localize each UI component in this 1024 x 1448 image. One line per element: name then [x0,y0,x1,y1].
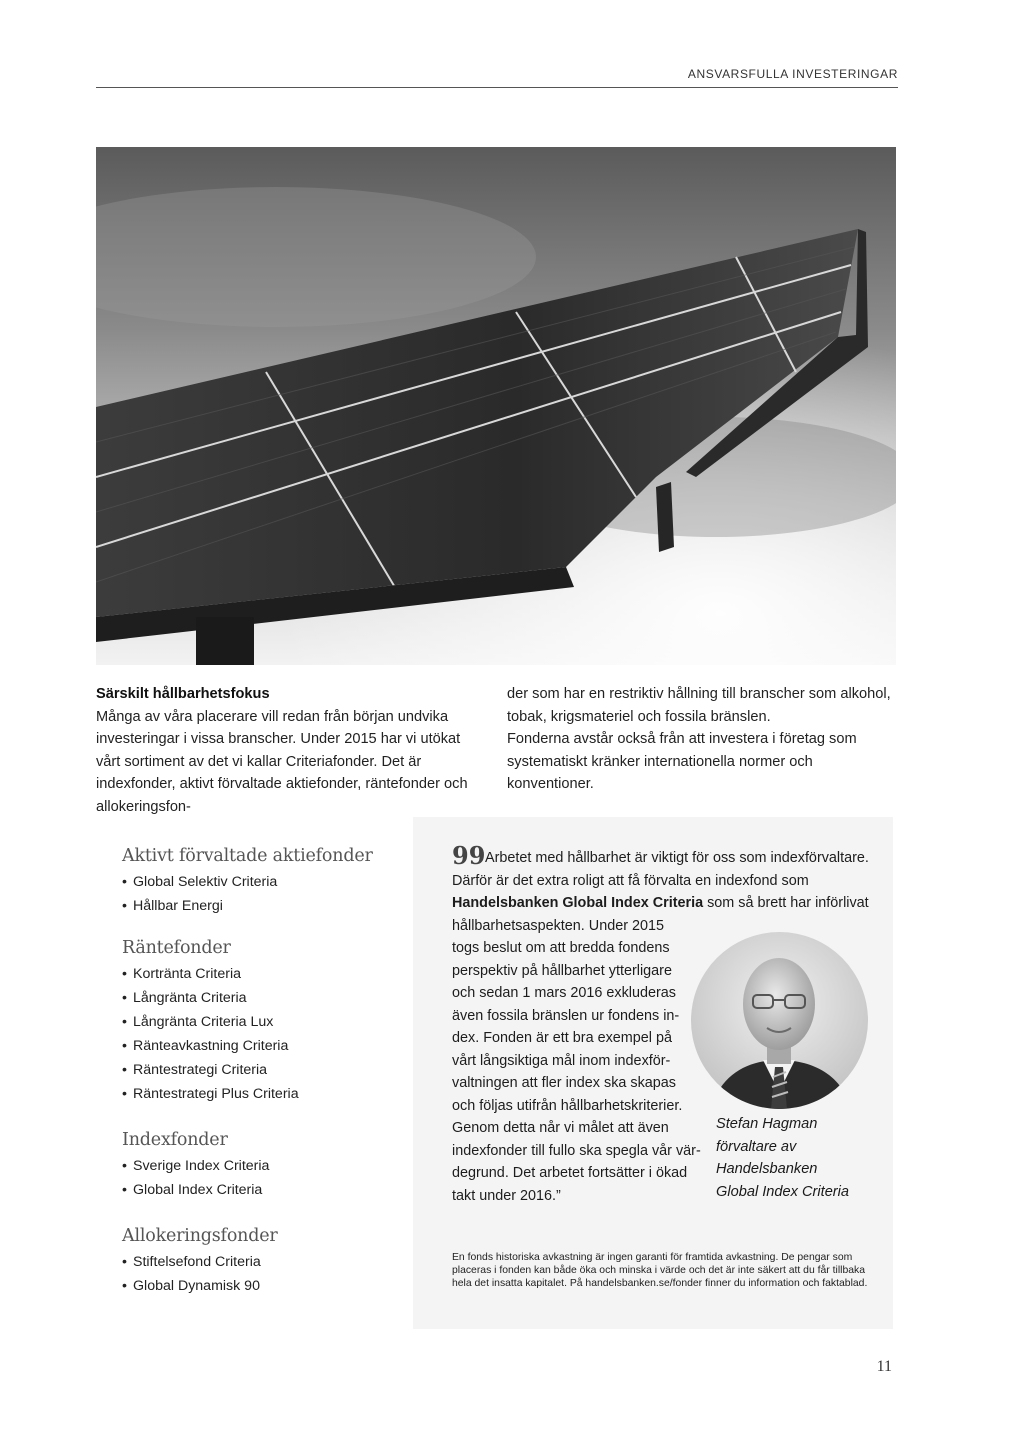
fund-name: Hållbar Energi [133,898,223,914]
fund-name: Räntestrategi Plus Criteria [133,1086,299,1102]
fund-list-item [122,894,392,918]
bullet-icon: • [122,898,127,914]
fund-name: Sverige Index Criteria [133,1158,270,1174]
quote-mark-icon: 99 [452,841,486,870]
bullet-icon: • [122,1014,127,1030]
fund-name: Ränteavkastning Criteria [133,1038,289,1054]
quote-fund-name: Handelsbanken Global Index Criteria [452,895,704,911]
fund-group-heading: Aktivt förvaltade aktiefonder [122,846,373,866]
quote-line: Genom detta når vi målet att även [452,1120,669,1136]
quote-line: degrund. Det arbetet fortsätter i ökad [452,1165,688,1181]
fund-list-item [122,986,392,1010]
fund-list-item [122,1250,392,1274]
intro-body-right-1: der som har en restriktiv hållning till branscher som alkohol, tobak, krigsmateriel och fossila bränslen. [507,686,891,725]
bullet-icon: • [122,1254,127,1270]
fund-name: Kortränta Criteria [133,966,242,982]
disclaimer-text: En fonds historiska avkastning är ingen garanti för framtida avkastning. De pengar som placeras i fonden kan både öka och minska i värde och det är inte säkert att du får tillbaka hela det insatta kapitalet. På handelsbanken.se/fonder finner du information och faktablad. [452,1252,868,1289]
fund-list-item [122,1058,392,1082]
bullet-icon: • [122,990,127,1006]
fund-group-heading: Indexfonder [122,1130,228,1150]
fund-list-item [122,1274,392,1298]
fund-name: Räntestrategi Criteria [133,1062,268,1078]
quote-part-2: som så brett har införlivat hållbarhetsaspekten. Under 2015 [452,895,869,934]
quote-line: vårt långsiktiga mål inom indexför- [452,1052,671,1069]
fund-group-heading: Räntefonder [122,938,231,958]
fund-name: Global Selektiv Criteria [133,874,278,890]
fund-group-indexfonder [122,1130,392,1202]
fund-name: Långränta Criteria Lux [133,1014,274,1030]
caption-role-1: förvaltare av [716,1138,797,1155]
fund-group-allokeringsfonder [122,1226,392,1298]
bullet-icon: • [122,1038,127,1054]
quote-line: valtningen att fler index ska skapas [452,1075,676,1091]
quote-line: togs beslut om att bredda fondens [452,940,670,956]
quote-line: och sedan 1 mars 2016 exkluderas [452,985,676,1001]
quote-opening [452,841,882,937]
bullet-icon: • [122,966,127,982]
fund-list-item [122,1034,392,1058]
portrait-caption [716,1113,886,1203]
quote-line: indexfonder till fullo ska spegla vår vär- [452,1142,701,1159]
fund-list [122,870,392,918]
fund-name: Stiftelsefond Criteria [133,1254,261,1270]
bullet-icon: • [122,1062,127,1078]
bullet-icon: • [122,1278,127,1294]
intro-body-left: Många av våra placerare vill redan från början undvika investeringar i vissa branscher. Under 2015 har vi utökat vårt sortiment av det vi kallar Criteriafonder. Det är indexfonder, aktivt förvaltade aktiefonder, räntefonder och allokeringsfon- [96,708,468,815]
bullet-icon: • [122,1158,127,1174]
quote-line: takt under 2016.” [452,1187,561,1204]
page-number: 11 [876,1358,892,1375]
portrait-photo [691,932,868,1109]
fund-name: Global Index Criteria [133,1182,263,1198]
bullet-icon: • [122,1182,127,1198]
caption-role-2: Handelsbanken [716,1161,818,1177]
fund-group-rantefonder [122,938,392,1106]
fund-group-heading: Allokeringsfonder [122,1226,278,1246]
caption-role-3: Global Index Criteria [716,1183,850,1200]
fund-list-item [122,1010,392,1034]
intro-body-right-2: Fonderna avstår också från att investera i företag som systematiskt kränker internationella normer och konventioner. [507,731,857,792]
quote-line: dex. Fonden är ett bra exempel på [452,1030,672,1046]
intro-right-column [507,683,897,796]
fund-name: Långränta Criteria [133,990,247,1006]
fund-list-item [122,962,392,986]
fund-list [122,1250,392,1298]
fund-name: Global Dynamisk 90 [133,1278,260,1294]
bullet-icon: • [122,874,127,890]
fund-group-aktiefonder [122,846,392,918]
fund-list [122,962,392,1106]
quote-line: och följas utifrån hållbarhetskriterier. [452,1097,683,1114]
quote-line: perspektiv på hållbarhet ytterligare [452,962,672,979]
section-label: ANSVARSFULLA INVESTERINGAR [687,67,898,81]
fund-list-item [122,1154,392,1178]
caption-name: Stefan Hagman [716,1116,818,1132]
intro-heading: Särskilt hållbarhetsfokus [96,686,270,702]
header-divider [96,87,898,88]
fund-list-item [122,1082,392,1106]
bullet-icon: • [122,1086,127,1102]
intro-left-column [96,683,488,818]
solar-panel-photo [96,147,896,665]
quote-part-1: Arbetet med hållbarhet är viktigt för oss som indexförvaltare. Därför är det extra roligt att få förvalta en indexfond som [452,850,869,889]
fund-list [122,1154,392,1202]
quote-line: även fossila bränslen ur fondens in- [452,1007,680,1024]
fund-list-item [122,1178,392,1202]
fund-list-item [122,870,392,894]
